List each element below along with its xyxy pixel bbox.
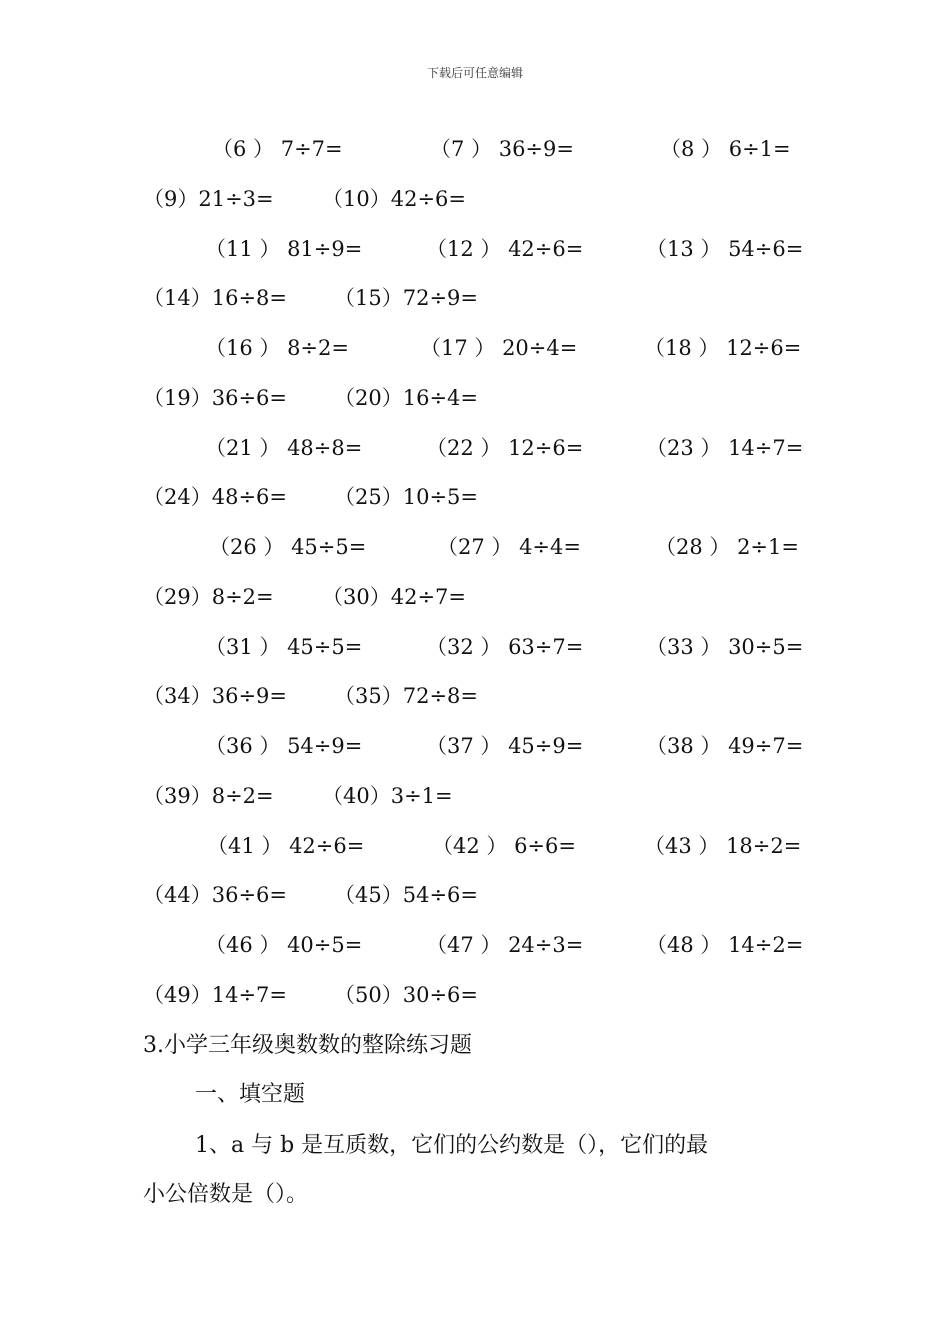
problem-item: （8 ） 6÷1=: [660, 137, 791, 161]
problem-item: （19）36÷6=: [143, 386, 287, 410]
problem-item: （42 ） 6÷6=: [432, 834, 576, 858]
section-subtitle: 一、填空题: [195, 1082, 306, 1107]
problem-item: （23 ） 14÷7=: [646, 436, 804, 460]
problem-item: （45）54÷6=: [334, 883, 478, 907]
problem-item: （49）14÷7=: [143, 983, 287, 1007]
problem-item: （22 ） 12÷6=: [426, 436, 584, 460]
section-title: 3.小学三年级奥数数的整除练习题: [143, 1033, 472, 1058]
problem-item: （32 ） 63÷7=: [426, 635, 584, 659]
problem-item: （27 ） 4÷4=: [437, 535, 581, 559]
page-header: 下载后可任意编辑: [426, 66, 523, 80]
problem-item: （14）16÷8=: [143, 286, 287, 310]
problem-item: （11 ） 81÷9=: [205, 237, 363, 261]
problem-item: （10）42÷6=: [322, 187, 466, 211]
problem-item: （18 ） 12÷6=: [644, 336, 802, 360]
problem-item: （43 ） 18÷2=: [644, 834, 802, 858]
problem-item: （39）8÷2=: [143, 784, 274, 808]
problem-item: （16 ） 8÷2=: [205, 336, 349, 360]
problem-item: （25）10÷5=: [334, 485, 478, 509]
problem-item: （41 ） 42÷6=: [207, 834, 365, 858]
question-text: 小公倍数是（）。: [143, 1182, 309, 1207]
problem-item: （31 ） 45÷5=: [205, 635, 363, 659]
problem-item: （7 ） 36÷9=: [430, 137, 574, 161]
problem-item: （44）36÷6=: [143, 883, 287, 907]
problem-item: （17 ） 20÷4=: [420, 336, 578, 360]
problem-item: （20）16÷4=: [334, 386, 478, 410]
problem-item: （34）36÷9=: [143, 684, 287, 708]
problem-item: （9）21÷3=: [143, 187, 274, 211]
problem-item: （46 ） 40÷5=: [205, 933, 363, 957]
problem-item: （37 ） 45÷9=: [426, 734, 584, 758]
problem-item: （21 ） 48÷8=: [205, 436, 363, 460]
problem-item: （6 ） 7÷7=: [212, 137, 343, 161]
problem-item: （40）3÷1=: [322, 784, 453, 808]
problem-item: （47 ） 24÷3=: [426, 933, 584, 957]
question-text: 1、a 与 b 是互质数，它们的公约数是（），它们的最: [195, 1133, 709, 1158]
problem-item: （38 ） 49÷7=: [646, 734, 804, 758]
problem-item: （15）72÷9=: [334, 286, 478, 310]
problem-item: （35）72÷8=: [334, 684, 478, 708]
problem-item: （50）30÷6=: [334, 983, 478, 1007]
problem-item: （13 ） 54÷6=: [646, 237, 804, 261]
problem-item: （36 ） 54÷9=: [205, 734, 363, 758]
problem-item: （29）8÷2=: [143, 585, 274, 609]
problem-item: （33 ） 30÷5=: [646, 635, 804, 659]
problem-item: （26 ） 45÷5=: [209, 535, 367, 559]
problem-item: （48 ） 14÷2=: [646, 933, 804, 957]
problem-item: （24）48÷6=: [143, 485, 287, 509]
problem-item: （30）42÷7=: [322, 585, 466, 609]
problem-item: （28 ） 2÷1=: [655, 535, 799, 559]
problem-item: （12 ） 42÷6=: [426, 237, 584, 261]
